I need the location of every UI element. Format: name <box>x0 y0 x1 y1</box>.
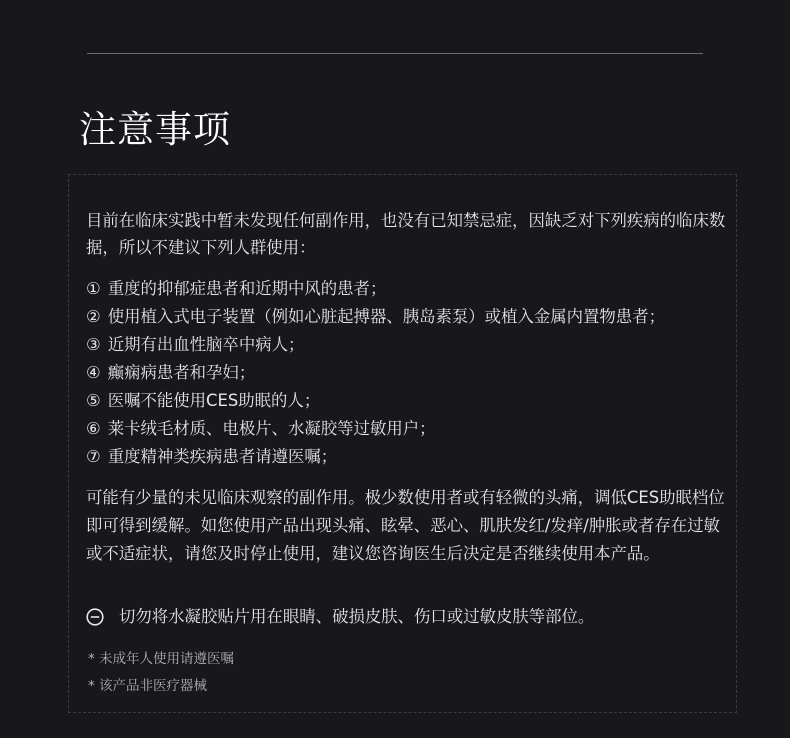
list-item <box>86 331 746 359</box>
list-item <box>86 275 746 303</box>
warning-row <box>86 603 594 631</box>
top-divider <box>87 53 703 54</box>
list-item <box>86 303 746 331</box>
item-text: 重度的抑郁症患者和近期中风的患者； <box>107 279 387 298</box>
item-number: ① <box>86 279 101 298</box>
list-item <box>86 359 746 387</box>
item-number: ⑥ <box>86 419 101 438</box>
minus-circle-icon <box>86 608 104 626</box>
note-minors: * 未成年人使用请遵医嘱 <box>88 651 235 667</box>
list-item <box>86 443 746 471</box>
item-text: 近期有出血性脑卒中病人； <box>107 335 305 354</box>
intro-paragraph: 目前在临床实践中暂未发现任何副作用，也没有已知禁忌症，因缺乏对下列疾病的临床数据，所以不建议下列人群使用： <box>86 211 726 257</box>
warning-text: 切勿将水凝胶贴片用在眼睛、破损皮肤、伤口或过敏皮肤等部位。 <box>119 607 595 626</box>
item-number: ⑤ <box>86 391 101 410</box>
list-item <box>86 387 746 415</box>
side-effects-paragraph: 可能有少量的未见临床观察的副作用。极少数使用者或有轻微的头痛，调低CES助眠档位即可得到缓解。如您使用产品出现头痛、眩晕、恶心、肌肤发红/发痒/肿胀或者存在过敏或不适症状，请您及时停止使用，建议您咨询医生后决定是否继续使用本产品。 <box>86 488 725 563</box>
item-number: ② <box>86 307 101 326</box>
page-title: 注意事项 <box>79 108 231 151</box>
item-number: ④ <box>86 363 101 382</box>
contraindication-list <box>86 275 746 471</box>
item-text: 医嘱不能使用CES助眠的人； <box>107 391 321 410</box>
item-text: 重度精神类疾病患者请遵医嘱； <box>107 447 338 466</box>
item-number: ③ <box>86 335 101 354</box>
item-number: ⑦ <box>86 447 101 466</box>
item-text: 使用植入式电子装置（例如心脏起搏器、胰岛素泵）或植入金属内置物患者； <box>107 307 665 326</box>
note-not-medical-device: * 该产品非医疗器械 <box>88 678 208 694</box>
list-item <box>86 415 746 443</box>
item-text: 癫痫病患者和孕妇； <box>107 363 256 382</box>
item-text: 莱卡绒毛材质、电极片、水凝胶等过敏用户； <box>107 419 436 438</box>
